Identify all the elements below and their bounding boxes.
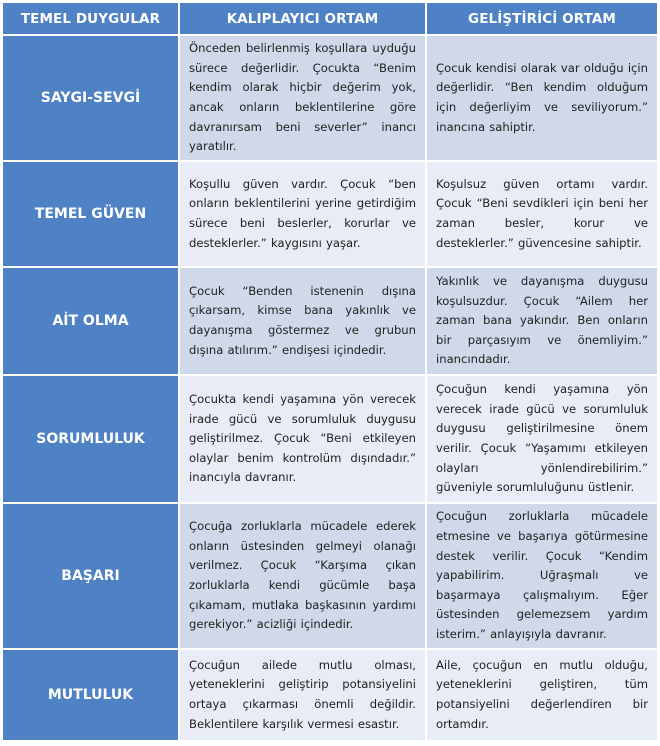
kaliplayici-cell: Önceden belirlenmiş koşullara uyduğu sürece değerlidir. Çocukta “Benim kendim olarak hiçbir değerim yok, ancak onların beklentilerine göre davranırsam beni severler” inancı yaratılır. [179, 35, 426, 161]
emotions-comparison-table [1, 1, 659, 742]
gelistirici-cell: Çocuk kendisi olarak var olduğu için değerlidir. “Ben kendim olduğum için değerliyim ve seviliyorum.” inancına sahiptir. [426, 35, 658, 161]
kaliplayici-cell: Koşullu güven vardır. Çocuk “ben onların beklentilerini yerine getirdiğim sürece beni beslerler, korurlar ve desteklerler.” kaygısını yaşar. [179, 161, 426, 267]
table-row [2, 649, 658, 741]
header-temel-duygular: TEMEL DUYGULAR [2, 2, 179, 35]
table-row [2, 503, 658, 649]
gelistirici-cell: Çocuğun zorluklarla mücadele etmesine ve başarıya götürmesine destek verilir. Çocuk “Kendim yapabilirim. Uğraşmalı ve başarmaya çalışmalıyım. Eğer üstesinden gelemezsem yardım isterim.” anlayışıyla davranır. [426, 503, 658, 649]
kaliplayici-cell: Çocuğa zorluklarla mücadele ederek onların üstesinden gelmeyi olanağı verilmez. Çocuk “Karşıma çıkan zorluklarla kendi gücümle başa çıkamam, mutlaka başkasının yardımı gerekiyor.” acizliği içindedir. [179, 503, 426, 649]
table-row [2, 375, 658, 503]
gelistirici-cell: Çocuğun kendi yaşamına yön verecek irade gücü ve sorumluluk duygusu geliştirilmesine önem verilir. Çocuk “Yaşamımı etkileyen olayları yönlendirebilirim.” güveniyle sorumluluğunu üstlenir. [426, 375, 658, 503]
gelistirici-cell: Aile, çocuğun en mutlu olduğu, yeteneklerini geliştiren, tüm potansiyelini değerlendiren bir ortamdır. [426, 649, 658, 741]
category-temel-guven: TEMEL GÜVEN [2, 161, 179, 267]
category-saygi-sevgi: SAYGI-SEVGİ [2, 35, 179, 161]
header-gelistirici-ortam: GELİŞTİRİCİ ORTAM [426, 2, 658, 35]
gelistirici-cell: Koşulsuz güven ortamı vardır. Çocuk “Beni sevdikleri için beni her zaman besler, korur ve desteklerler.” güvencesine sahiptir. [426, 161, 658, 267]
table-row [2, 161, 658, 267]
category-basari: BAŞARI [2, 503, 179, 649]
table-header-row [2, 2, 658, 35]
kaliplayici-cell: Çocuk “Benden istenenin dışına çıkarsam, kimse bana yakınlık ve dayanışma göstermez ve grubun dışına atılırım.” endişesi içindedir. [179, 267, 426, 375]
category-mutluluk: MUTLULUK [2, 649, 179, 741]
table-row [2, 35, 658, 161]
category-sorumluluk: SORUMLULUK [2, 375, 179, 503]
category-ait-olma: AİT OLMA [2, 267, 179, 375]
header-kaliplayici-ortam: KALIPLAYICI ORTAM [179, 2, 426, 35]
kaliplayici-cell: Çocuğun ailede mutlu olması, yeteneklerini geliştirip potansiyelini ortaya çıkarması önemli değildir. Beklentilere karşılık vermesi esastır. [179, 649, 426, 741]
table-row [2, 267, 658, 375]
gelistirici-cell: Yakınlık ve dayanışma duygusu koşulsuzdur. Çocuk “Ailem her zaman bana yakındır. Ben onların bir parçasıyım ve önemliyim.” inancındadır. [426, 267, 658, 375]
kaliplayici-cell: Çocukta kendi yaşamına yön verecek irade gücü ve sorumluluk duygusu geliştirilmez. Çocuk “Beni etkileyen olaylar benim kontrolüm dışındadır.” inancıyla davranır. [179, 375, 426, 503]
